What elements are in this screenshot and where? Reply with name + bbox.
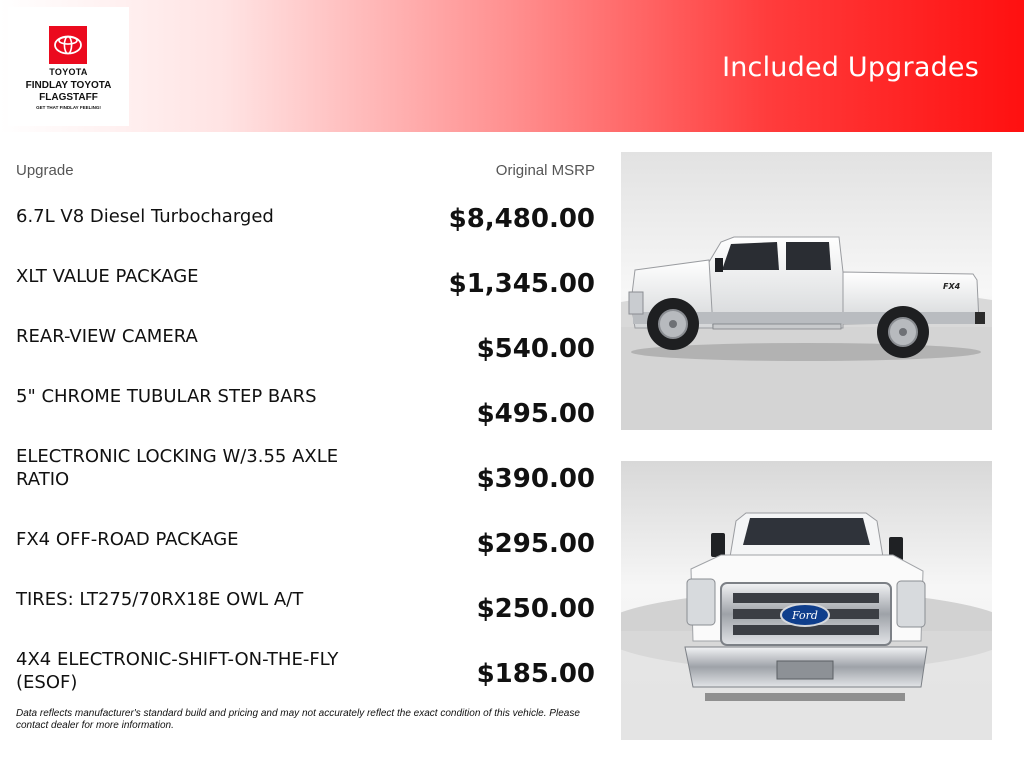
page-title: Included Upgrades [722, 52, 979, 83]
upgrade-price: $1,345.00 [448, 269, 595, 299]
logo-dealer-line2: FLAGSTAFF [39, 92, 98, 103]
upgrade-price: $8,480.00 [448, 204, 595, 234]
upgrade-name: FX4 OFF-ROAD PACKAGE [16, 529, 239, 550]
logo-dealer-line1: FINDLAY TOYOTA [25, 80, 112, 91]
upgrade-price: $185.00 [476, 659, 595, 689]
upgrade-name: TIRES: LT275/70RX18E OWL A/T [16, 589, 304, 610]
column-header-upgrade: Upgrade [16, 162, 74, 179]
ford-badge: Ford [792, 609, 818, 622]
upgrade-name: REAR-VIEW CAMERA [16, 326, 198, 347]
logo-brand-text: TOYOTA [49, 67, 88, 77]
upgrade-name: XLT VALUE PACKAGE [16, 266, 199, 287]
truck-front-illustration [621, 461, 992, 740]
column-header-msrp: Original MSRP [495, 162, 595, 179]
upgrade-name: 4X4 ELECTRONIC-SHIFT-ON-THE-FLY (ESOF) [16, 649, 339, 693]
logo-tagline: GET THAT FINDLAY FEELING! [36, 105, 101, 110]
logo-dealer-name [8, 80, 129, 104]
truck-front-photo [621, 461, 992, 740]
truck-side-photo [621, 152, 992, 430]
upgrade-name: 5" CHROME TUBULAR STEP BARS [16, 386, 317, 407]
disclaimer-text: Data reflects manufacturer's standard build and pricing and may not accurately reflect the exact condition of this vehicle. Please contact dealer for more information. [16, 708, 580, 731]
header-banner [0, 0, 1024, 132]
dealer-logo [8, 7, 129, 126]
upgrade-name: ELECTRONIC LOCKING W/3.55 AXLE RATIO [16, 446, 339, 490]
upgrade-price: $390.00 [476, 464, 595, 494]
truck-side-illustration [621, 152, 992, 430]
fx4-badge: FX4 [943, 282, 961, 291]
toyota-emblem-icon [49, 26, 87, 64]
upgrade-name: 6.7L V8 Diesel Turbocharged [16, 206, 274, 227]
upgrade-price: $250.00 [476, 594, 595, 624]
upgrade-price: $295.00 [476, 529, 595, 559]
upgrade-price: $540.00 [476, 334, 595, 364]
upgrade-price: $495.00 [476, 399, 595, 429]
